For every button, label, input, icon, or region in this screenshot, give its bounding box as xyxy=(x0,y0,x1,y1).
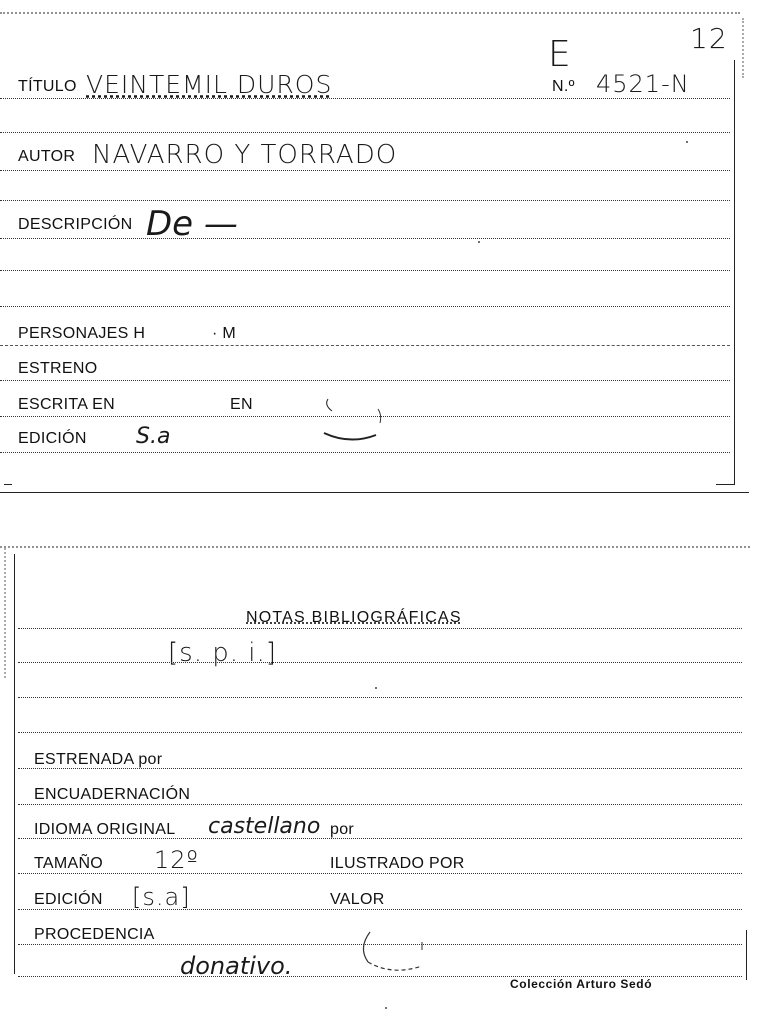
encuadernacion-label: ENCUADERNACIÓN xyxy=(34,786,191,803)
numero-prefix-mark: E xyxy=(548,34,572,75)
card-left-tick xyxy=(4,484,12,485)
corner-number: 12 xyxy=(690,22,728,55)
idioma-por-label: por xyxy=(330,821,355,838)
edicion-back-rule xyxy=(18,909,742,910)
titulo-value: VEINTEMIL DUROS xyxy=(86,70,333,99)
speck xyxy=(686,141,688,143)
escrita-en-second-label: EN xyxy=(230,396,253,413)
titulo-rule xyxy=(0,98,730,99)
autor-label: AUTOR xyxy=(18,148,76,165)
valor-label: VALOR xyxy=(330,891,385,908)
rule-b2 xyxy=(18,662,742,663)
tamano-label: TAMAÑO xyxy=(34,855,104,872)
card-right-border xyxy=(734,60,735,484)
catalog-card-front xyxy=(0,0,759,495)
idioma-value: castellano xyxy=(208,814,321,839)
rule-b3 xyxy=(18,697,742,698)
escrita-en-label: ESCRITA EN xyxy=(18,396,115,413)
numero-label: N.º xyxy=(552,78,575,95)
estreno-rule xyxy=(0,380,730,381)
estrenada-rule xyxy=(18,768,742,769)
edicion-back-value: [s.a] xyxy=(132,883,191,911)
idioma-rule xyxy=(18,838,742,839)
descripcion-rule xyxy=(0,238,730,239)
catalog-card-back xyxy=(0,540,759,1028)
card-right-edge xyxy=(742,18,744,78)
speck xyxy=(375,687,377,689)
collection-credit: Colección Arturo Sedó xyxy=(510,977,653,991)
autor-rule xyxy=(0,170,730,171)
ilustrado-label: ILUSTRADO POR xyxy=(330,855,465,872)
notas-value: [s. p. i.] xyxy=(168,638,277,668)
numero-value: 4521-N xyxy=(596,70,690,98)
card-left-border xyxy=(14,554,15,974)
edicion-rule xyxy=(0,452,730,453)
speck xyxy=(478,241,480,243)
idioma-label: IDIOMA ORIGINAL xyxy=(34,821,176,838)
descripcion-value: De — xyxy=(146,204,238,244)
edicion-value: S.a xyxy=(136,424,171,449)
rule-b4 xyxy=(18,732,742,733)
encuadernacion-rule xyxy=(18,804,742,805)
titulo-label: TÍTULO xyxy=(18,78,77,95)
personajes-label: PERSONAJES H xyxy=(18,325,146,342)
card-bottom-border xyxy=(0,492,749,493)
card-right-border xyxy=(746,930,747,980)
notas-rule xyxy=(18,628,742,629)
punch-hole-mark xyxy=(310,395,390,450)
rule-2 xyxy=(0,132,730,133)
rule-6 xyxy=(0,270,730,271)
tamano-value: 12º xyxy=(154,846,199,874)
estrenada-label: ESTRENADA por xyxy=(34,751,163,768)
speck xyxy=(385,1007,387,1009)
procedencia-label: PROCEDENCIA xyxy=(34,926,155,943)
punch-hole-mark xyxy=(352,926,442,978)
personajes-m-label: · M xyxy=(212,325,237,342)
card-top-edge xyxy=(0,546,750,548)
rule-7 xyxy=(0,306,730,307)
notas-heading: NOTAS BIBLIOGRÁFICAS xyxy=(246,609,462,626)
card-left-edge xyxy=(4,548,6,678)
estreno-label: ESTRENO xyxy=(18,360,98,377)
autor-value: NAVARRO Y TORRADO xyxy=(92,140,398,170)
edicion-back-label: EDICIÓN xyxy=(34,891,103,908)
procedencia-value: donativo. xyxy=(180,952,293,980)
edicion-label: EDICIÓN xyxy=(18,430,87,447)
rule-4 xyxy=(0,200,730,201)
card-bottom-tick xyxy=(716,484,735,485)
descripcion-label: DESCRIPCIÓN xyxy=(18,216,133,233)
card-top-edge xyxy=(0,12,740,14)
personajes-rule xyxy=(0,345,730,346)
tamano-rule xyxy=(18,873,742,874)
